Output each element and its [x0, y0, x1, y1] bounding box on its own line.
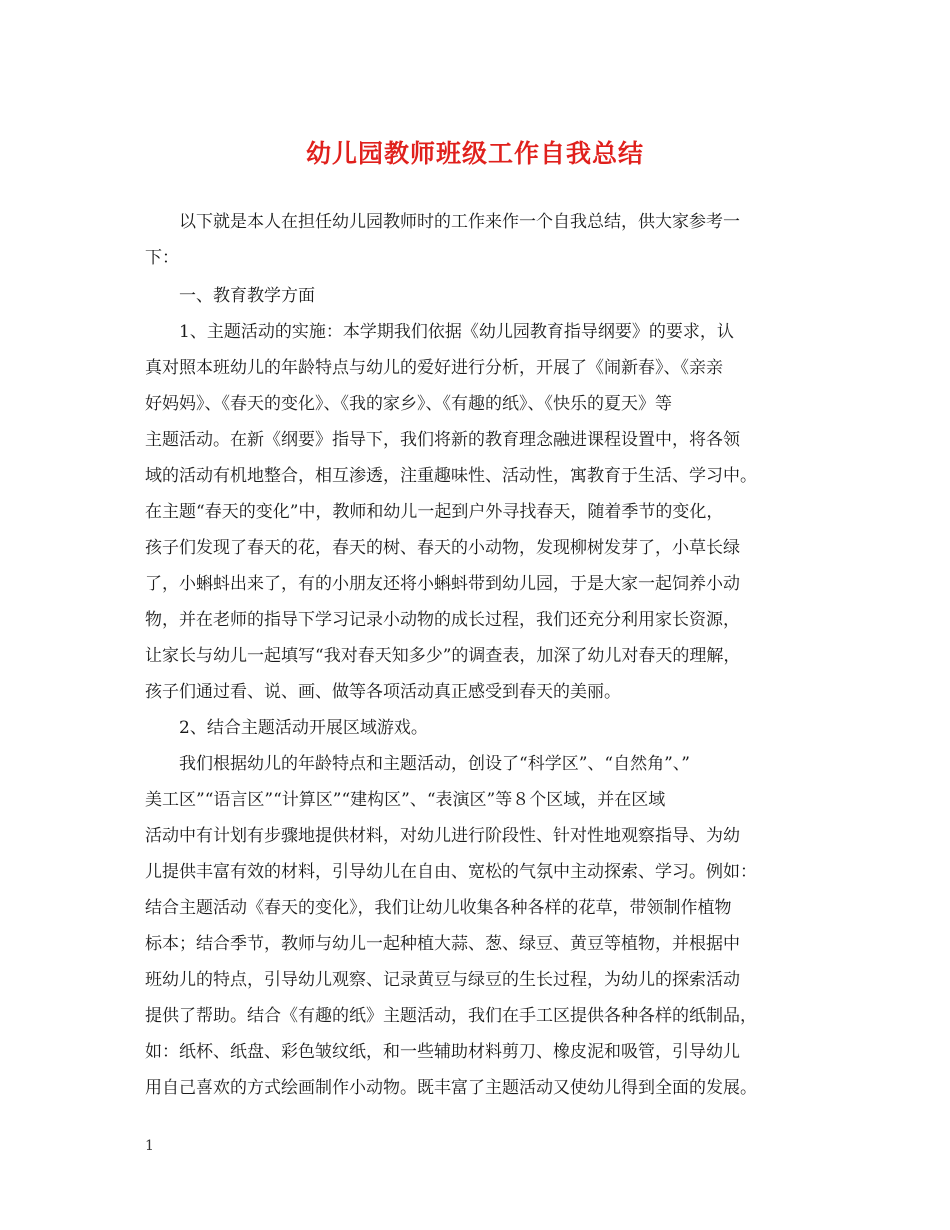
- document-title: 幼儿园教师班级工作自我总结: [305, 139, 644, 168]
- text-line-18: 活动中有计划有步骤地提供材料，对幼儿进行阶段性、针对性地观察指导、为幼: [145, 826, 740, 846]
- text-line-10: 孩子们发现了春天的花，春天的树、春天的小动物，发现柳树发芽了，小草长绿: [145, 538, 740, 558]
- text-line-21: 标本；结合季节，教师与幼儿一起种植大蒜、葱、绿豆、黄豆等植物，并根据中: [145, 934, 740, 954]
- text-line-17: 美工区”“语言区”“计算区”“建构区”、“表演区”等８个区域，并在区域: [145, 790, 666, 810]
- text-line-14: 孩子们通过看、说、画、做等各项活动真正感受到春天的美丽。: [145, 682, 621, 702]
- text-line-23: 提供了帮助。结合《有趣的纸》主题活动，我们在手工区提供各种各样的纸制品，: [145, 1006, 757, 1026]
- text-line-25: 用自己喜欢的方式绘画制作小动物。既丰富了主题活动又使幼儿得到全面的发展。: [145, 1078, 757, 1098]
- text-line-2: 下：: [145, 248, 179, 268]
- text-line-1: 以下就是本人在担任幼儿园教师时的工作来作一个自我总结，供大家参考一: [145, 212, 740, 232]
- text-line-11: 了，小蝌蚪出来了，有的小朋友还将小蝌蚪带到幼儿园，于是大家一起饲养小动: [145, 574, 740, 594]
- section-heading-1: 一、教育教学方面: [145, 286, 315, 306]
- text-line-16: 我们根据幼儿的年龄特点和主题活动，创设了“科学区”、“自然角”、”: [145, 754, 690, 774]
- text-line-20: 结合主题活动《春天的变化》，我们让幼儿收集各种各样的花草，带领制作植物: [145, 898, 732, 918]
- text-line-4: 1、主题活动的实施：本学期我们依据《幼儿园教育指导纲要》的要求，认: [145, 322, 734, 342]
- text-line-12: 物，并在老师的指导下学习记录小动物的成长过程，我们还充分利用家长资源，: [145, 610, 740, 630]
- section-heading-2: 2、结合主题活动开展区域游戏。: [145, 718, 428, 738]
- text-line-22: 班幼儿的特点，引导幼儿观察、记录黄豆与绿豆的生长过程，为幼儿的探索活动: [145, 970, 740, 990]
- text-line-24: 如：纸杯、纸盘、彩色皱纹纸，和一些辅助材料剪刀、橡皮泥和吸管，引导幼儿: [145, 1042, 740, 1062]
- text-line-5: 真对照本班幼儿的年龄特点与幼儿的爱好进行分析，开展了《闹新春》、《亲亲: [145, 358, 723, 378]
- text-line-6: 好妈妈》、《春天的变化》、《我的家乡》、《有趣的纸》、《快乐的夏天》等: [145, 394, 672, 414]
- text-line-13: 让家长与幼儿一起填写“我对春天知多少”的调查表，加深了幼儿对春天的理解，: [145, 646, 741, 666]
- text-line-9: 在主题“春天的变化”中，教师和幼儿一起到户外寻找春天，随着季节的变化，: [145, 502, 724, 522]
- text-line-8: 域的活动有机地整合，相互渗透，注重趣味性、活动性，寓教育于生活、学习中。: [145, 466, 757, 486]
- page-number: 1: [145, 1138, 154, 1154]
- text-line-7: 主题活动。在新《纲要》指导下，我们将新的教育理念融进课程设置中，将各领: [145, 430, 740, 450]
- text-line-19: 儿提供丰富有效的材料，引导幼儿在自由、宽松的气氛中主动探索、学习。例如：: [145, 862, 757, 882]
